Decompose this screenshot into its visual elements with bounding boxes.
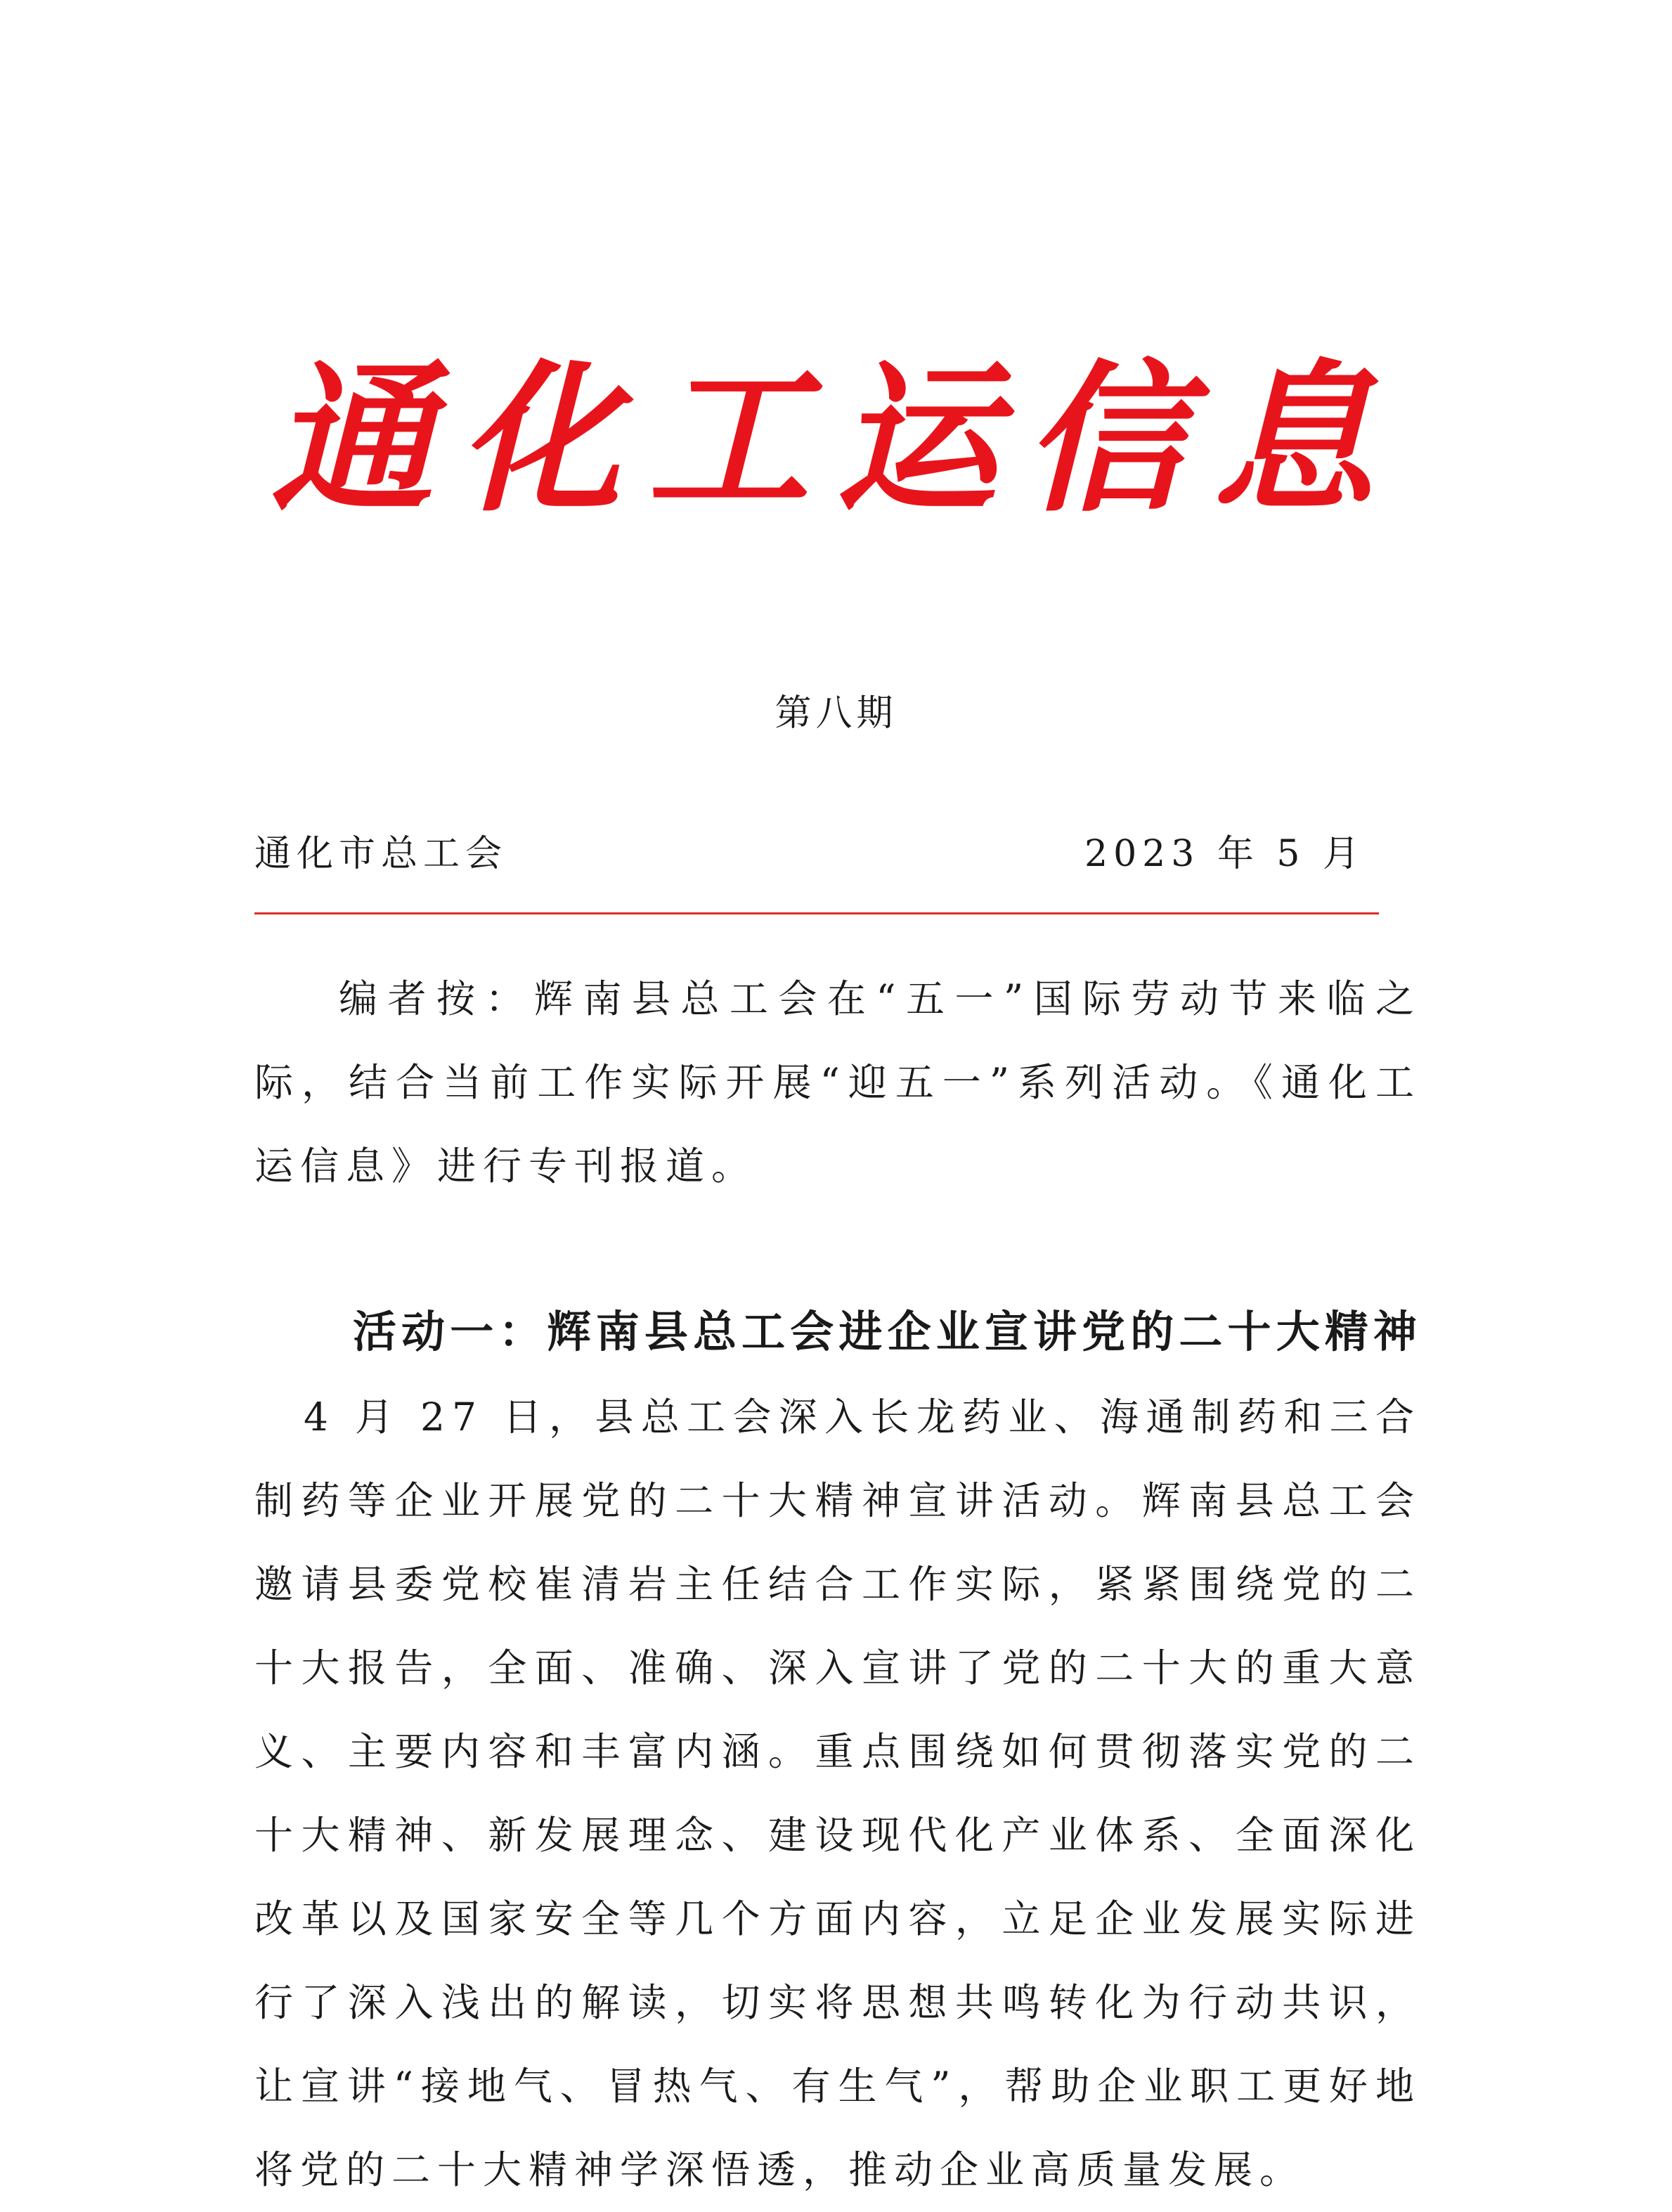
publisher-name: 通化市总工会 [254,833,508,875]
editor-note: 编者按：辉南县总工会在“五一”国际劳动节来临之际，结合当前工作实际开展“迎五一”系列活动。《通化工运信息》进行专刊报道。 [254,976,1421,1189]
publication-meta [254,824,1365,877]
issue-number: 第八期 [775,692,897,735]
article-body: 4 月 27 日，县总工会深入长龙药业、海通制药和三合制药等企业开展党的二十大精神宣讲活动。辉南县总工会邀请县委党校崔清岩主任结合工作实际，紧紧围绕党的二十大报告，全面、准确、深入宣讲了党的二十大的重大意义、主要内容和丰富内涵。重点围绕如何贯彻落实党的二十大精神、新发展理念、建设现代化产业体系、全面深化改革以及国家安全等几个方面内容，立足企业发展实际进行了深入浅出的解读，切实将思想共鸣转化为行动共识，让宣讲“接地气、冒热气、有生气”，帮助企业职工更好地将党的二十大精神学深悟透，推动企业高质量发展。 [254,1395,1421,2192]
masthead-title: 通化工运信息 [271,344,1401,534]
article-section [254,1290,1421,2212]
article-headline: 活动一：辉南县总工会进企业宣讲党的二十大精神 [353,1306,1421,1357]
red-divider-line [254,912,1379,914]
publication-date: 2023 年 5 月 [1084,833,1365,875]
